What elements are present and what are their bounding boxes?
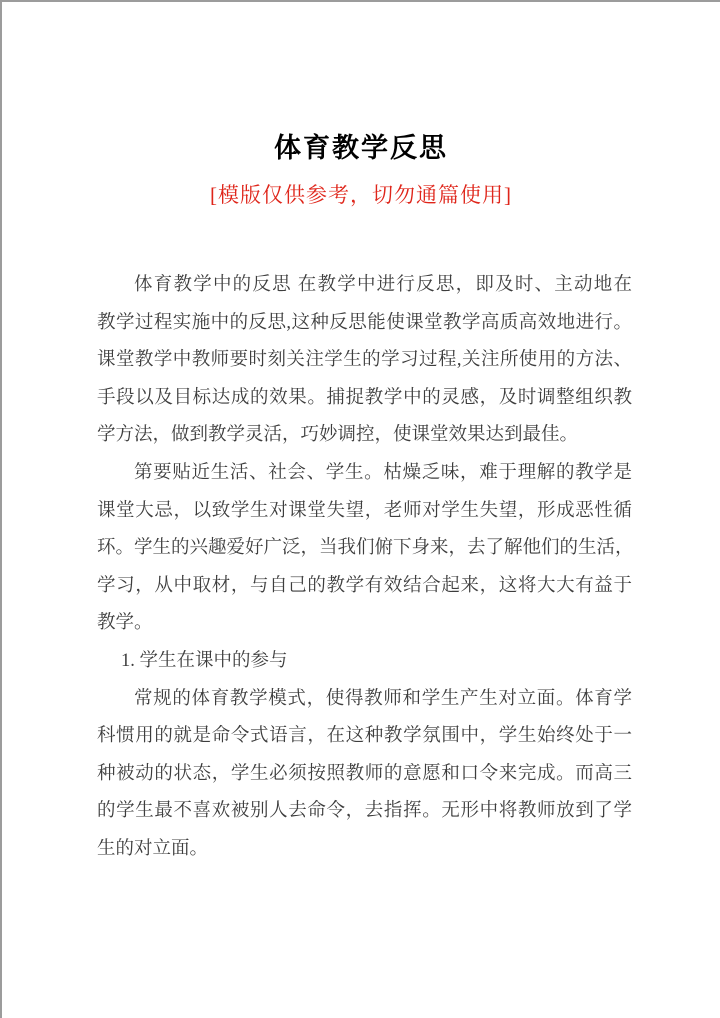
body-line: 学方法，做到教学灵活，巧妙调控，使课堂效果达到最佳。 (97, 425, 579, 446)
body-line: 课堂大忌，以致学生对课堂失望，老师对学生失望，形成恶性循 (97, 500, 632, 521)
body-line: 种被动的状态，学生必须按照教师的意愿和口令来完成。而高三 (97, 763, 632, 784)
body-line: 学习，从中取材，与自己的教学有效结合起来，这将大大有益于 (97, 575, 632, 596)
paragraph (97, 267, 632, 455)
body-line: 教学。 (97, 613, 153, 634)
body-line: 1. 学生在课中的参与 (121, 650, 288, 671)
body-line: 的学生最不喜欢被别人去命令，去指挥。无形中将教师放到了学 (97, 801, 632, 822)
body-line: 课堂教学中教师要时刻关注学生的学习过程,关注所使用的方法、 (97, 350, 632, 371)
body-line: 教学过程实施中的反思,这种反思能使课堂教学高质高效地进行。 (97, 312, 632, 333)
body-line: 第要贴近生活、社会、学生。枯燥乏味，难于理解的教学是 (134, 462, 632, 483)
body-line: 科惯用的就是命令式语言，在这种教学氛围中，学生始终处于一 (97, 726, 632, 747)
section-heading (97, 643, 632, 681)
body-line: 手段以及目标达成的效果。捕捉教学中的灵感，及时调整组织教 (97, 387, 632, 408)
document-title: 体育教学反思 (274, 133, 448, 163)
body-line: 常规的体育教学模式，使得教师和学生产生对立面。体育学 (134, 688, 632, 709)
document-body (97, 267, 632, 869)
body-line: 体育教学中的反思 在教学中进行反思，即及时、主动地在 (134, 275, 632, 295)
template-notice: [模版仅供参考，切勿通篇使用] (210, 183, 512, 207)
body-line: 生的对立面。 (97, 838, 209, 859)
body-line: 环。学生的兴趣爱好广泛，当我们俯下身来，去了解他们的生活， (97, 538, 634, 559)
paragraph (97, 455, 632, 643)
paragraph (97, 681, 632, 869)
